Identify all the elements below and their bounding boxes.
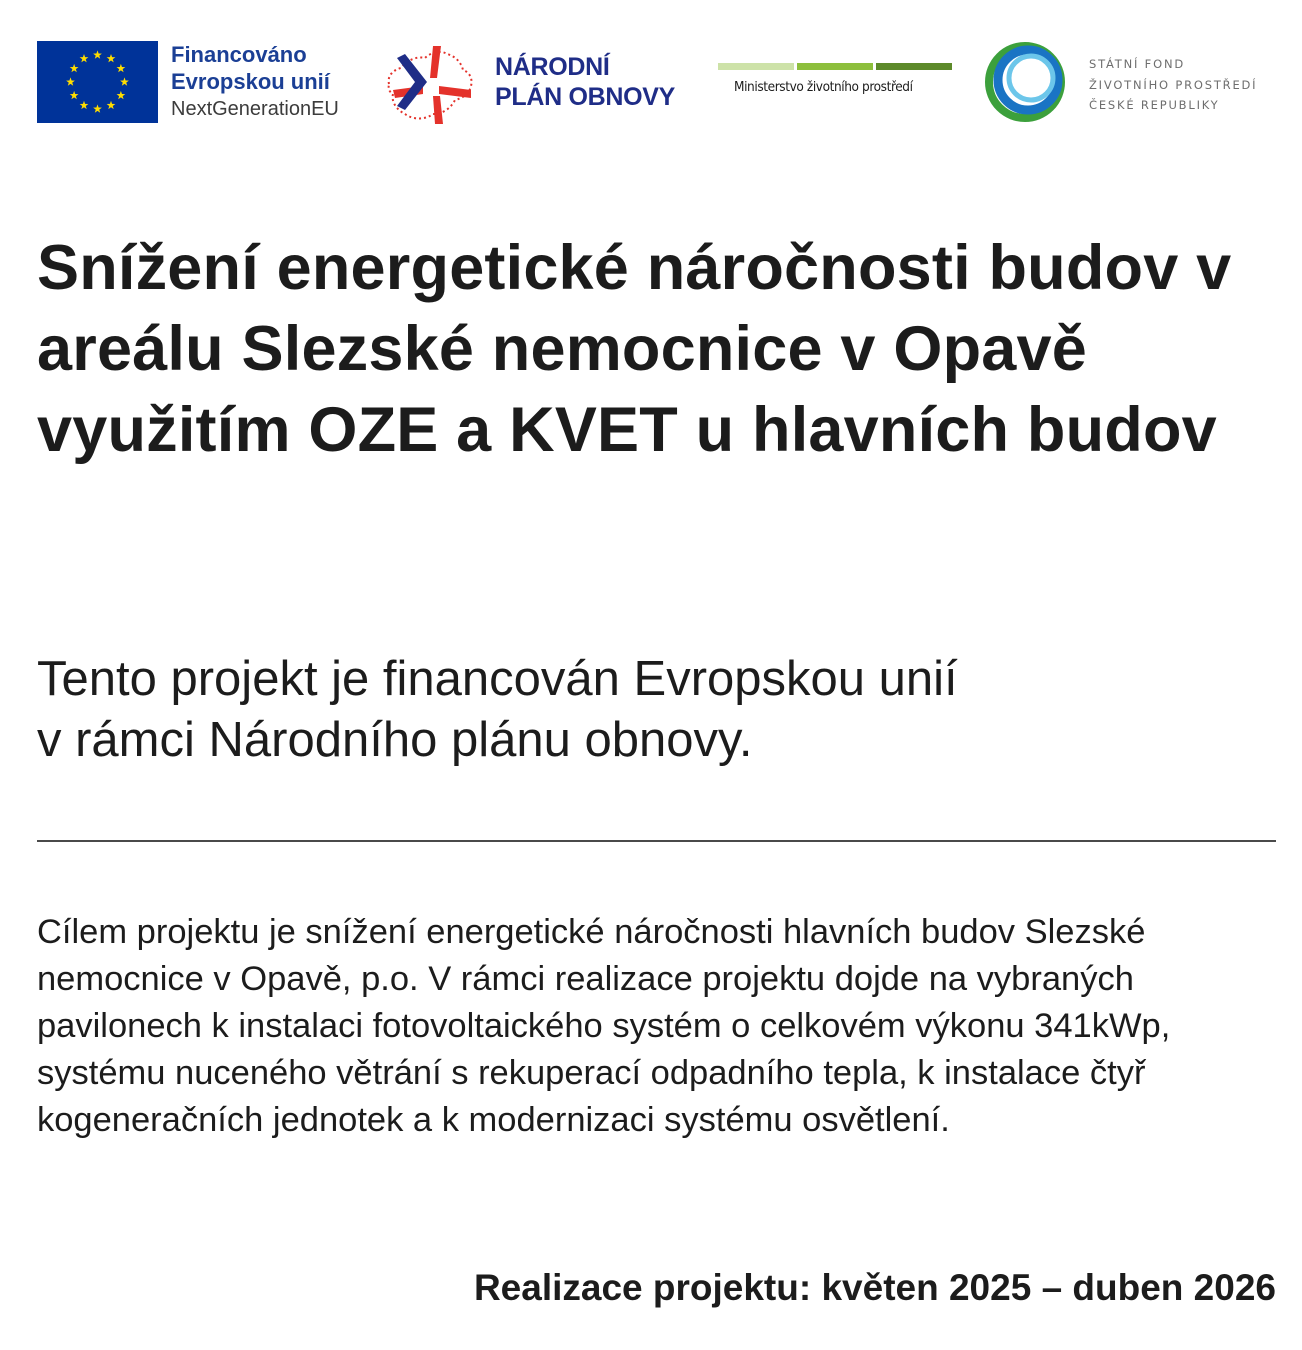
- sfzp-logo-line1: STÁTNÍ FOND: [1089, 57, 1186, 71]
- eu-flag-icon: [37, 41, 158, 123]
- ministry-name: Ministerstvo životního prostředí: [734, 79, 913, 95]
- sfzp-logo-line3: ČESKÉ REPUBLIKY: [1089, 98, 1220, 112]
- sfzp-logo-line2: ŽIVOTNÍHO PROSTŘEDÍ: [1089, 77, 1258, 92]
- funding-statement-line2: v rámci Národního plánu obnovy.: [37, 713, 753, 767]
- ministry-bar-mid: [797, 63, 873, 70]
- realization-period: Realizace projektu: květen 2025 – duben 2026: [473, 1267, 1276, 1308]
- npo-logo-line2: PLÁN OBNOVY: [495, 83, 676, 111]
- ministry-bar-light: [718, 63, 794, 70]
- funding-statement-line1: Tento projekt je financován Evropskou unií: [37, 652, 958, 706]
- npo-logo-line1: NÁRODNÍ: [495, 53, 610, 81]
- eu-logo-line1: Financováno: [171, 42, 307, 67]
- ministry-bar-dark: [876, 63, 952, 70]
- sfzp-logo: [985, 40, 1285, 126]
- sfzp-circle-icon: [985, 40, 1067, 124]
- npo-logo: [383, 40, 693, 126]
- npo-star-icon: [383, 40, 475, 126]
- eu-logo-line3: NextGenerationEU: [171, 98, 339, 120]
- funding-statement: [37, 649, 1277, 771]
- eu-logo-line2: Evropskou unií: [171, 69, 330, 94]
- ministry-color-bars: [718, 63, 952, 70]
- eu-funding-logo: [37, 41, 367, 125]
- ministry-logo: [718, 63, 954, 103]
- logo-header: [0, 0, 1302, 140]
- project-title: Snížení energetické náročnosti budov v areálu Slezské nemocnice v Opavě využitím OZE a KVET u hlavních budov: [37, 233, 1232, 465]
- section-divider: [37, 840, 1276, 842]
- project-description: Cílem projektu je snížení energetické náročnosti hlavních budov Slezské nemocnice v Opavě, p.o. V rámci realizace projektu dojde na vybraných pavilonech k instalaci fotovoltaického systém o celkovém výkonu 341kWp, systému nuceného větrání s rekuperací odpadního tepla, k instalace čtyř kogeneračních jednotek a k modernizaci systému osvětlení.: [37, 913, 1171, 1139]
